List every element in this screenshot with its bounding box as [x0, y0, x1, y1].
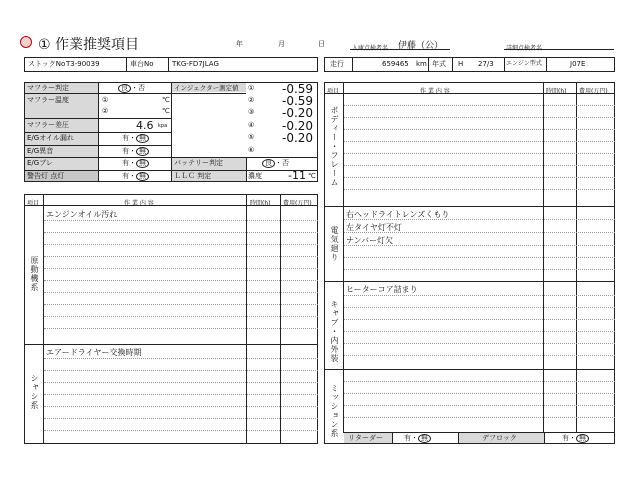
engine-value: J07E — [570, 60, 586, 68]
vibration-choice[interactable]: 有・ 無 — [122, 159, 149, 168]
injector-num-6: ⑥ — [248, 146, 255, 154]
warning-choice[interactable]: 有・ 無 — [122, 172, 149, 181]
retarder-label: リターダー — [348, 434, 383, 442]
left-col-cost: 費用(万円) — [283, 200, 312, 207]
electric-row-1: 右ヘッドライトレンズくもり — [346, 210, 450, 219]
year-era: H — [458, 60, 464, 68]
section-cab: キャブ・内外装 — [330, 300, 339, 363]
injector-val-2: -0.59 — [282, 94, 314, 108]
mileage-unit: km — [416, 60, 427, 68]
muffler-temp-1: ① — [102, 96, 109, 104]
deg-unit-2: ℃ — [162, 107, 170, 115]
section-mission: ミッション系 — [330, 384, 339, 438]
injector-num-1: ① — [248, 84, 255, 92]
inspector-name: 伊藤（公） — [398, 41, 444, 51]
detail-inspector-label: 詳細点検者名 — [506, 45, 543, 52]
section-chassis: シャシ系 — [30, 374, 39, 410]
date-year: 年 — [236, 40, 243, 48]
left-col-item: 項目 — [27, 200, 40, 207]
date-day: 日 — [318, 40, 325, 48]
llc-value: -11 — [288, 169, 306, 182]
deg-unit-1: ℃ — [162, 96, 170, 104]
diff-lock-choice[interactable]: 有・ 無 — [562, 434, 589, 443]
date-month: 月 — [278, 40, 285, 48]
year-value: 27/3 — [478, 60, 494, 68]
right-col-content: 作 業 内 容 — [420, 88, 450, 95]
left-col-content: 作 業 内 容 — [124, 200, 154, 207]
noise-choice[interactable]: 有・ 無 — [122, 147, 149, 156]
mileage-value: 659465 — [382, 60, 409, 68]
llc-unit: ℃ — [308, 172, 316, 180]
right-work-table — [324, 82, 615, 444]
warning-label: 警告灯 点灯 — [27, 172, 65, 180]
battery-label: バッテリー判定 — [174, 159, 223, 167]
muffler-temp-2: ② — [102, 107, 109, 115]
stock-label: ストックNo — [28, 60, 66, 68]
left-col-hours: 時間(h) — [250, 200, 271, 207]
injector-num-5: ⑤ — [248, 133, 255, 141]
stock-value: T3-90039 — [66, 60, 100, 68]
oil-leak-choice[interactable]: 有・ 無 — [122, 134, 149, 143]
right-col-cost: 費用(万円) — [579, 88, 608, 95]
noise-label: E/G異音 — [27, 147, 54, 155]
muffler-judge-choice[interactable]: 良 ・否 — [118, 84, 145, 93]
oil-leak-label: E/Gオイル漏れ — [27, 134, 74, 142]
section-engine: 原動機系 — [30, 256, 39, 292]
chassis-label: 車台No — [130, 60, 154, 68]
engine-label: エンジン型式 — [506, 60, 542, 67]
injector-num-4: ④ — [248, 121, 255, 129]
cab-row-1: ヒーターコア詰まり — [346, 285, 418, 294]
right-col-hours: 時間(h) — [546, 88, 567, 95]
engine-row-1: エンジンオイル汚れ — [46, 210, 118, 219]
muffler-diff-value: 4.6 — [136, 119, 154, 132]
section-electric: 電気廻り — [330, 226, 339, 262]
llc-conc: 濃度 — [248, 172, 262, 180]
shield-icon — [20, 36, 32, 48]
inspector-label: 入庫点検者名 — [352, 45, 389, 52]
year-label: 年式 — [432, 60, 446, 68]
muffler-diff-label: マフラー差圧 — [27, 121, 69, 129]
injector-val-5: -0.20 — [282, 131, 314, 145]
battery-choice[interactable]: 良 ・否 — [262, 159, 289, 168]
injector-val-4: -0.20 — [282, 119, 314, 133]
injector-num-3: ③ — [248, 108, 255, 116]
muffler-judge-label: マフラー判定 — [27, 84, 69, 92]
section-body: ボディー・フレーム — [330, 106, 339, 187]
page-title: ① 作業推奨項目 — [38, 37, 140, 53]
injector-num-2: ② — [248, 96, 255, 104]
right-col-item: 項目 — [327, 88, 340, 95]
muffler-diff-unit: kpa — [158, 123, 168, 129]
muffler-temp-label: マフラー温度 — [27, 96, 69, 104]
diff-lock-label: デフロック — [482, 434, 517, 442]
retarder-choice[interactable]: 有・ 無 — [404, 434, 431, 443]
injector-label: インジェクター測定値 — [174, 84, 239, 92]
mileage-label: 走行 — [330, 60, 344, 68]
chassis-value: TKG-FD7JLAG — [172, 60, 219, 68]
electric-row-2: 左タイヤ灯不灯 — [346, 223, 402, 232]
chassis-row-1: エアードライヤー交換時期 — [46, 348, 142, 357]
electric-row-3: ナンバー灯欠 — [346, 236, 394, 245]
vibration-label: E/Gブレ — [27, 159, 53, 167]
llc-label: ＬＬＣ 判定 — [174, 172, 212, 180]
injector-val-3: -0.20 — [282, 106, 314, 120]
injector-val-1: -0.59 — [282, 82, 314, 96]
